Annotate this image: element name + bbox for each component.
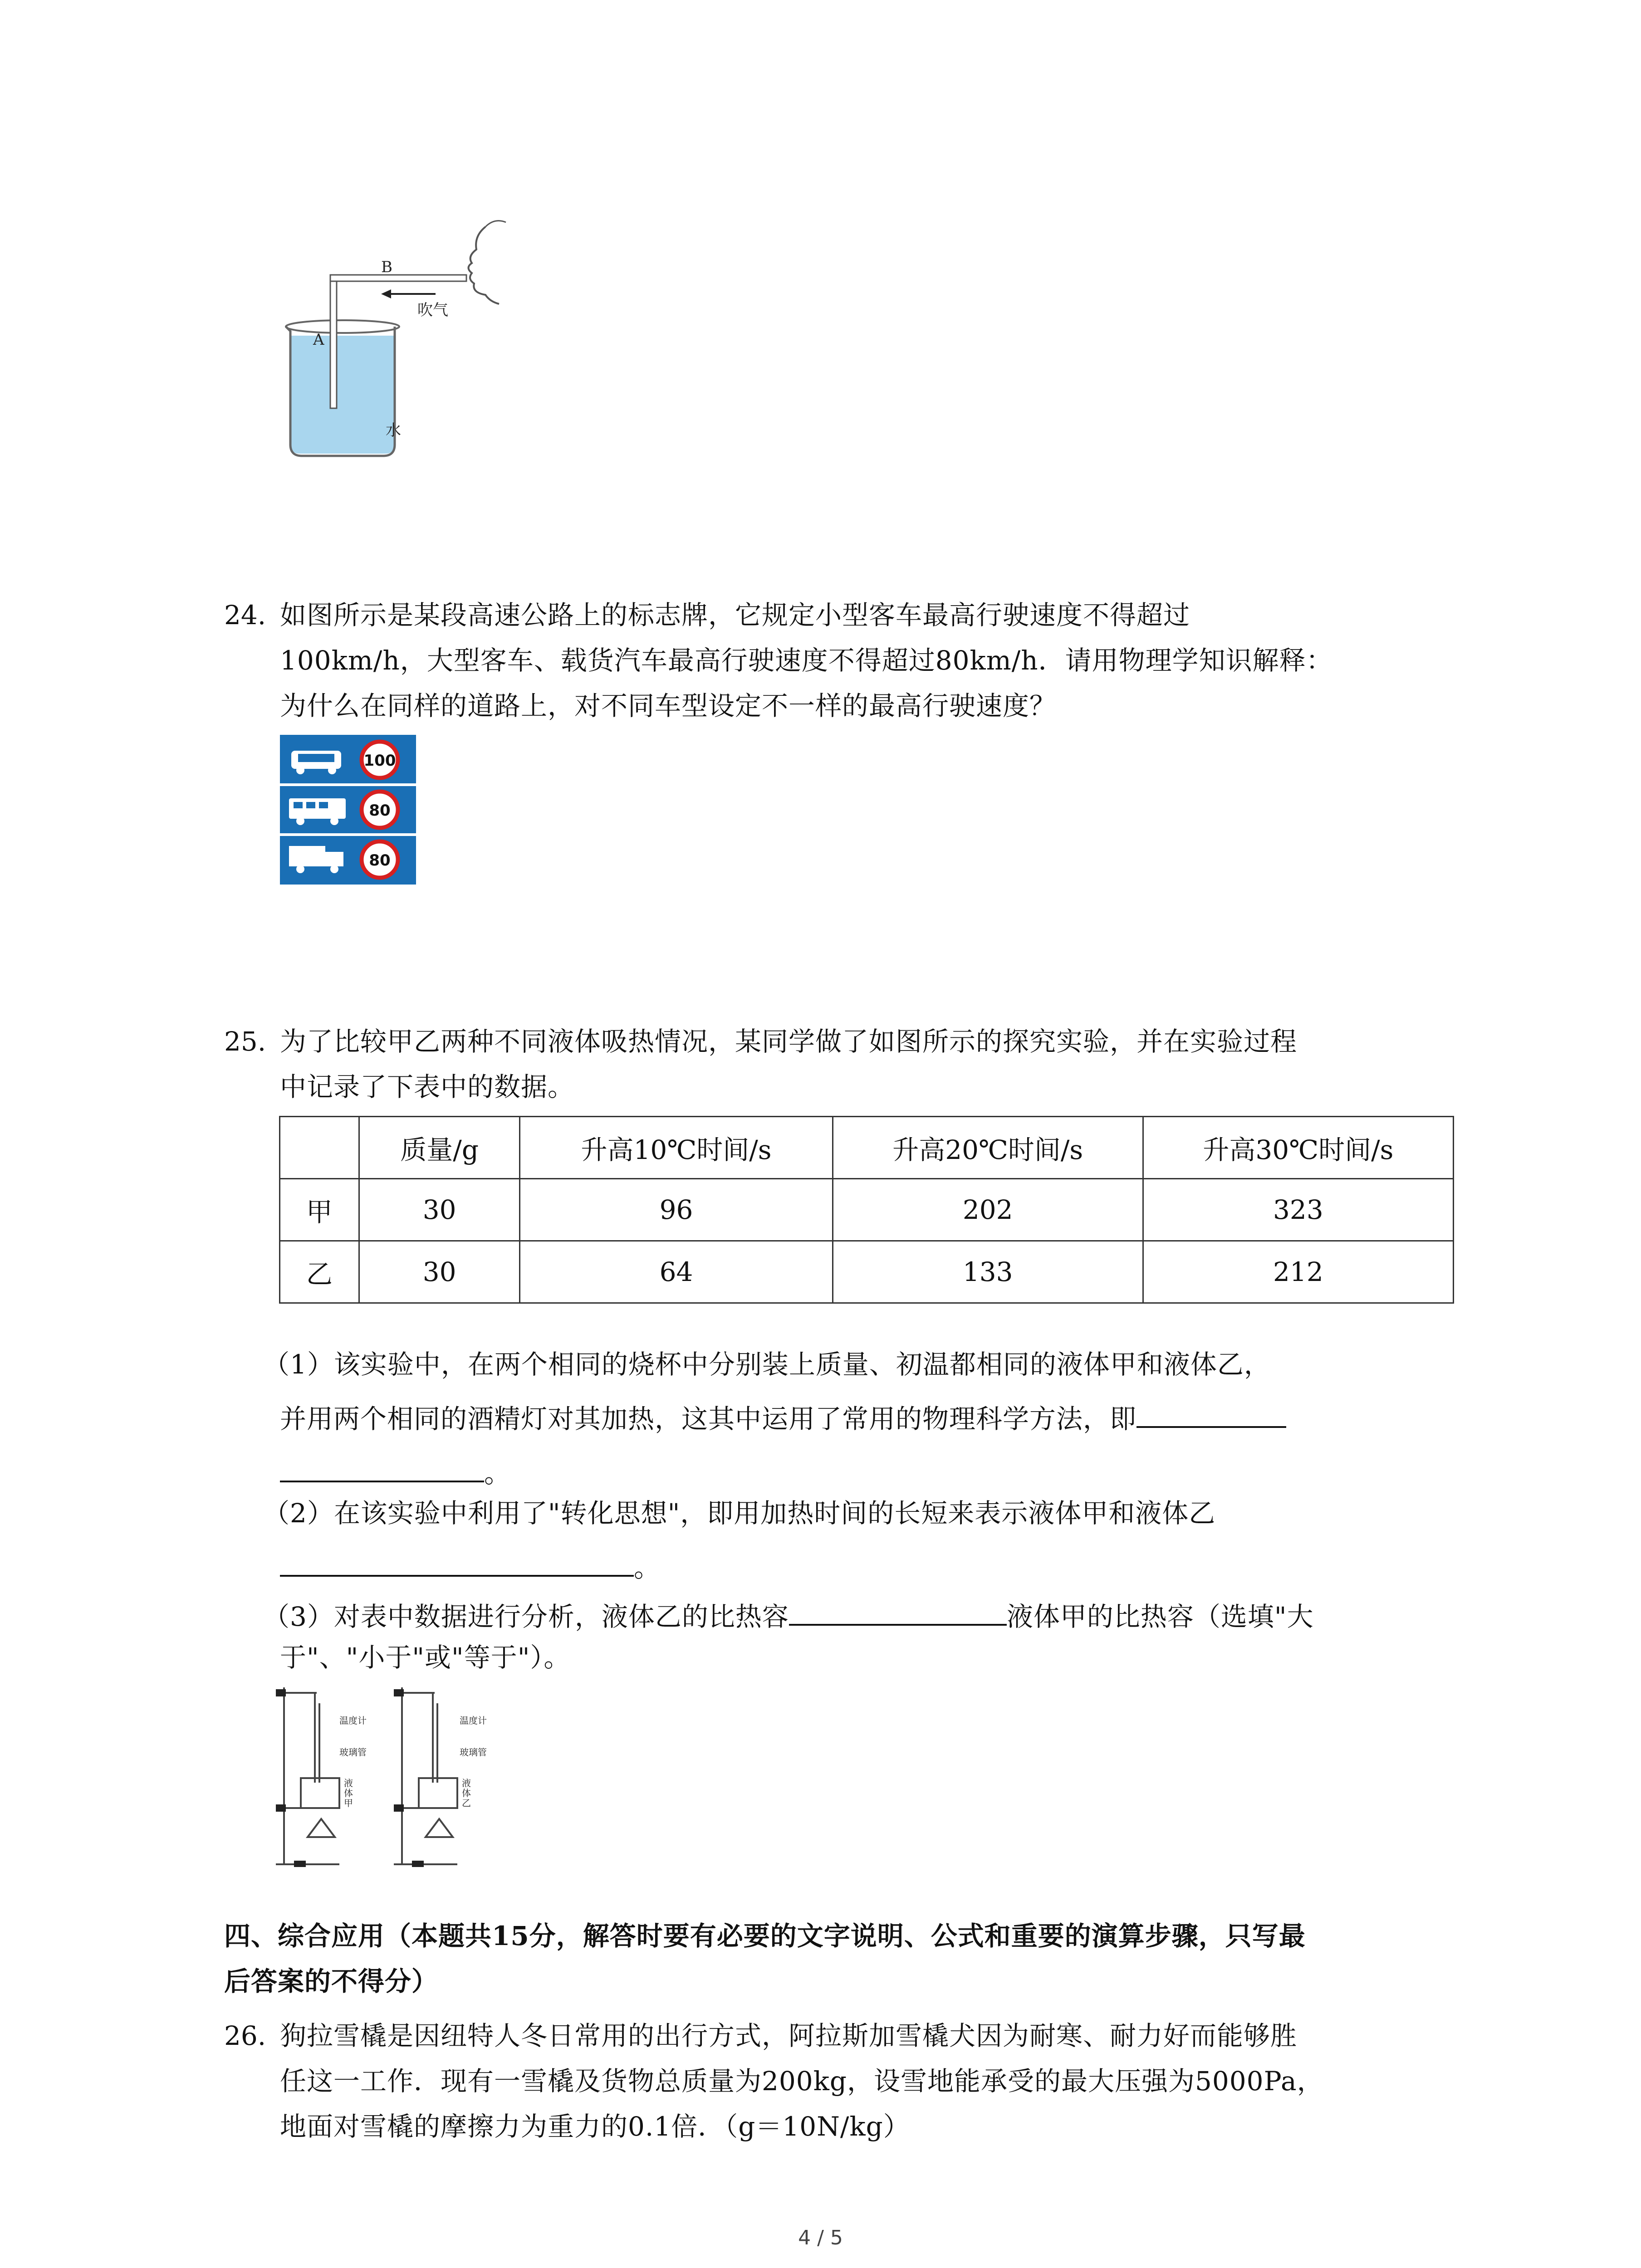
speed-limit-sign: [280, 735, 416, 885]
q25-part1-line-1: （1）该实验中，在两个相同的烧杯中分别装上质量、初温都相同的液体甲和液体乙，: [263, 1349, 1271, 1380]
speed-value-2: 80: [369, 802, 391, 820]
tube-a: [330, 281, 337, 408]
speed-value-3: 80: [369, 851, 391, 870]
label-liquid-a-2: 体: [344, 1788, 353, 1799]
answer-blank-2[interactable]: [280, 1548, 634, 1577]
q26-number: 26.: [224, 2020, 266, 2051]
label-blow: 吹气: [417, 301, 448, 319]
table-cell: 323: [1143, 1179, 1453, 1241]
table-cell: 乙: [280, 1241, 359, 1303]
q26-line-3: 地面对雪橇的摩擦力为重力的0.1倍．（g＝10N/kg）: [280, 2111, 910, 2142]
label-liquid-b-3: 乙: [462, 1798, 471, 1809]
section4-heading-line-1: 四、综合应用（本题共15分，解答时要有必要的文字说明、公式和重要的演算步骤，只写最: [224, 1921, 1306, 1951]
answer-blank-3[interactable]: [789, 1597, 1007, 1626]
q24-number: 24.: [224, 600, 266, 631]
table-header-row: [280, 1117, 1454, 1179]
page-number: 4 / 5: [798, 2226, 843, 2249]
label-tube-left: 玻璃管: [339, 1747, 367, 1758]
label-thermometer-right: 温度计: [460, 1715, 487, 1726]
q25-part1-line-2: 并用两个相同的酒精灯对其加热，这其中运用了常用的物理科学方法，即: [280, 1397, 1286, 1441]
q25-part2-line-2: 。: [280, 1546, 661, 1589]
q25-part3-line-1: （3）对表中数据进行分析，液体乙的比热容 液体甲的比热容（选填"大: [263, 1595, 1314, 1638]
speed-value-1: 100: [363, 752, 396, 770]
water-fill: [290, 336, 395, 454]
table-row: [280, 1179, 1454, 1241]
table-cell: 甲: [280, 1179, 359, 1241]
label-tube-right: 玻璃管: [460, 1747, 487, 1758]
label-liquid-a-3: 甲: [344, 1798, 353, 1809]
q24-line-3: 为什么在同样的道路上，对不同车型设定不一样的最高行驶速度？: [280, 690, 1057, 721]
table-header-cell: [280, 1117, 359, 1179]
table-cell: 30: [359, 1179, 520, 1241]
label-liquid-a-1: 液: [344, 1778, 353, 1789]
label-thermometer-left: 温度计: [339, 1715, 367, 1726]
table-header-cell: 升高20℃时间/s: [833, 1117, 1143, 1179]
table-header-cell: 升高30℃时间/s: [1143, 1117, 1453, 1179]
table-cell: 30: [359, 1241, 520, 1303]
q25-intro-2: 中记录了下表中的数据。: [280, 1071, 575, 1102]
label-liquid-b-2: 体: [462, 1788, 471, 1799]
q24-line-2: 100km/h，大型客车、载货汽车最高行驶速度不得超过80km/h．请用物理学知识解释：: [280, 645, 1333, 676]
q25-part1-line-3: 。: [280, 1452, 511, 1495]
q25-intro-1: 为了比较甲乙两种不同液体吸热情况，某同学做了如图所示的探究实验，并在实验过程: [280, 1026, 1298, 1057]
answer-blank-1b[interactable]: [280, 1453, 484, 1482]
label-water: 水: [386, 421, 401, 440]
face-outline: [469, 227, 500, 304]
blow-experiment-figure: [272, 218, 508, 472]
label-liquid-b-1: 液: [462, 1778, 471, 1789]
q26-line-2: 任这一工作．现有一雪橇及货物总质量为200kg，设雪地能承受的最大压强为5000Pa，: [280, 2066, 1324, 2097]
table-cell: 212: [1143, 1241, 1453, 1303]
section4-heading-line-2: 后答案的不得分）: [224, 1966, 439, 1997]
q26-line-1: 狗拉雪橇是因纽特人冬日常用的出行方式，阿拉斯加雪橇犬因为耐寒、耐力好而能够胜: [280, 2020, 1298, 2051]
label-a: A: [313, 331, 324, 349]
q25-data-table: [279, 1116, 1454, 1304]
answer-blank-1[interactable]: [1136, 1399, 1286, 1428]
tube-b: [330, 275, 466, 281]
table-cell: 133: [833, 1241, 1143, 1303]
q24-line-1: 如图所示是某段高速公路上的标志牌，它规定小型客车最高行驶速度不得超过: [280, 600, 1190, 631]
table-row: [280, 1241, 1454, 1303]
table-cell: 64: [520, 1241, 833, 1303]
table-cell: 96: [520, 1179, 833, 1241]
q25-part3-line-2: 于"、"小于"或"等于"）。: [280, 1642, 571, 1673]
table-header-cell: 质量/g: [359, 1117, 520, 1179]
label-b: B: [381, 258, 392, 276]
q25-number: 25.: [224, 1026, 266, 1057]
heating-apparatus-figure: [276, 1683, 530, 1873]
q25-part2-line-1: （2）在该实验中利用了"转化思想"，即用加热时间的长短来表示液体甲和液体乙: [263, 1498, 1216, 1529]
table-cell: 202: [833, 1179, 1143, 1241]
table-header-cell: 升高10℃时间/s: [520, 1117, 833, 1179]
